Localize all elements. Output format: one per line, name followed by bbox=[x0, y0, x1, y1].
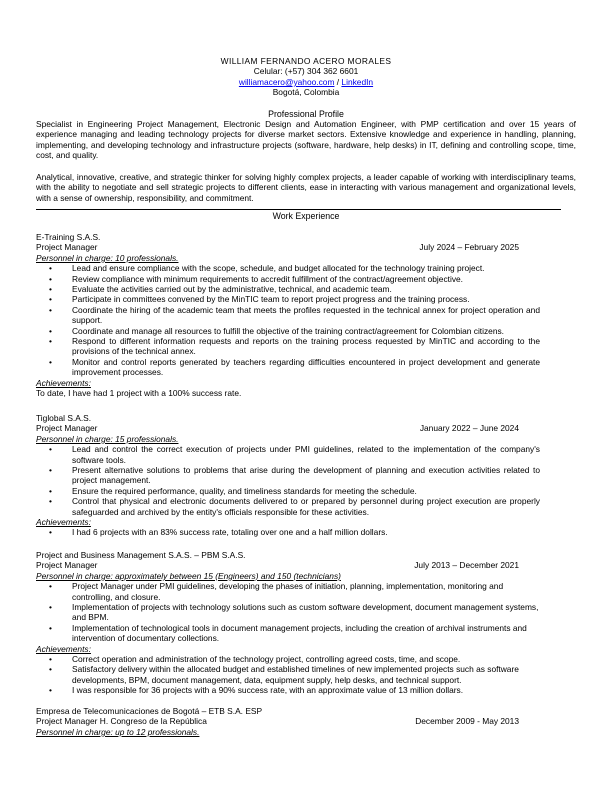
linkedin-link[interactable]: LinkedIn bbox=[341, 76, 374, 87]
job-dates: July 2024 – February 2025 bbox=[419, 242, 519, 253]
achievements-label: Achievements: bbox=[36, 517, 91, 528]
achievements-label-row bbox=[36, 378, 576, 388]
phone-number: Celular: (+57) 304 362 6601 bbox=[253, 66, 359, 77]
personnel-in-charge bbox=[36, 434, 576, 444]
duty-item: • Monitor and control reports generated by teachers regarding difficulties encountered in project development and generate improvement processes. bbox=[36, 357, 540, 378]
personnel-in-charge bbox=[36, 253, 576, 263]
achievement-item: • I was responsible for 36 projects with a 90% success rate, with an approximate value of 13 million dollars. bbox=[36, 685, 540, 695]
job-entry bbox=[36, 232, 576, 398]
personnel-in-charge bbox=[36, 727, 576, 737]
job-entry bbox=[36, 550, 576, 696]
link-separator: / bbox=[334, 76, 342, 87]
duties-list bbox=[36, 581, 576, 643]
achievements-label-row bbox=[36, 517, 576, 527]
job-title-row bbox=[36, 242, 576, 252]
duty-item: • Implementation of projects with technology solutions such as custom software development, document management systems, and BPM. bbox=[36, 602, 540, 623]
job-dates: July 2013 – December 2021 bbox=[414, 560, 519, 571]
work-experience-heading: Work Experience bbox=[272, 211, 340, 221]
duty-item: • Ensure the required performance, quality, and timeliness standards for meeting the schedule. bbox=[36, 486, 540, 496]
candidate-name: WILLIAM FERNANDO ACERO MORALES bbox=[220, 56, 392, 66]
duties-list bbox=[36, 444, 576, 517]
job-entry bbox=[36, 706, 576, 737]
company-name: Project and Business Management S.A.S. – PBM S.A.S. bbox=[36, 550, 246, 560]
achievements-label: Achievements: bbox=[36, 377, 91, 388]
profile-paragraph-2: Analytical, innovative, creative, and strategic thinker for solving highly complex projects, a leader capable of working with interdisciplinary teams, with the ability to negotiate and sell strategic projects to different clients, ease in interacting with various management and organizational levels, with a sense of ownership, responsibility, and commitment. bbox=[36, 172, 576, 203]
job-title-row bbox=[36, 560, 576, 570]
duties-list bbox=[36, 263, 576, 377]
contact-links bbox=[0, 77, 612, 87]
duty-item: • Lead and ensure compliance with the scope, schedule, and budget allocated for the technology training project. bbox=[36, 263, 540, 273]
job-title: Project Manager bbox=[36, 423, 98, 434]
resume-header bbox=[0, 56, 612, 98]
job-dates: January 2022 – June 2024 bbox=[419, 423, 519, 434]
job-dates: December 2009 - May 2013 bbox=[415, 716, 519, 727]
achievement-item: • Correct operation and administration of the technology project, controlling agreed costs, time, and scope. bbox=[36, 654, 540, 664]
company-name: Tiglobal S.A.S. bbox=[36, 413, 92, 423]
achievements-label: Achievements: bbox=[36, 643, 91, 654]
personnel-text: Personnel in charge: approximately between 15 (Engineers) and 150 (technicians) bbox=[36, 570, 341, 581]
duty-item: • Evaluate the activities carried out by the administrative, technical, and academic team. bbox=[36, 284, 540, 294]
job-title: Project Manager bbox=[36, 560, 98, 571]
company-name: Empresa de Telecomunicaciones de Bogotá – ETB S.A. ESP bbox=[36, 706, 263, 716]
duty-item: • Respond to different information requests and reports on the training process requested by MinTIC and according to the provisions of the technical annex. bbox=[36, 336, 540, 357]
personnel-text: Personnel in charge: up to 12 professionals. bbox=[36, 726, 200, 737]
company-name: E-Training S.A.S. bbox=[36, 232, 101, 242]
profile-heading: Professional Profile bbox=[268, 109, 344, 119]
achievement-item: • I had 6 projects with an 83% success rate, totaling over one and a half million dollars. bbox=[36, 527, 540, 537]
section-divider bbox=[36, 209, 561, 210]
job-title-row bbox=[36, 423, 576, 433]
duty-item: • Implementation of technological tools in document management projects, including the creation of archival instruments and intervention of documentary collections. bbox=[36, 623, 540, 644]
duty-item: • Coordinate and manage all resources to fulfill the objective of the training contract/agreement for Colombian citizens. bbox=[36, 326, 540, 336]
achievement-item: • Satisfactory delivery within the allocated budget and established timelines of new implemented projects such as software developments, BPM, document management, data, equipment supply, help desks, and technical support. bbox=[36, 664, 540, 685]
duty-item: • Coordinate the hiring of the academic team that meets the profiles requested in the technical annex for project operation and support. bbox=[36, 305, 540, 326]
achievements-list bbox=[36, 527, 576, 537]
job-title: Project Manager bbox=[36, 242, 98, 253]
duty-item: • Present alternative solutions to problems that arise during the development of planning and execution activities related to project management. bbox=[36, 465, 540, 486]
duty-item: • Lead and control the correct execution of projects under PMI guidelines, related to the implementation of the company's software tools. bbox=[36, 444, 540, 465]
duty-item: • Review compliance with minimum requirements to accredit fulfillment of the contract/agreement objective. bbox=[36, 274, 540, 284]
achievements-label-row bbox=[36, 644, 576, 654]
profile-paragraph-1: Specialist in Engineering Project Management, Electronic Design and Automation Engineer, with PMP certification and over 15 years of experience managing and leading technology projects for diverse market sectors. Extensive knowledge and experience in handling, planning, implementing, and developing technology and infrastructure projects (software, hardware, help desks) in IT, defining and controlling scope, time, cost, and quality. bbox=[36, 119, 576, 161]
duty-item: • Control that physical and electronic documents delivered to or prepared by personnel during project execution are properly safeguarded and archived by the entity's officials responsible for these activities. bbox=[36, 496, 540, 517]
job-title-row bbox=[36, 716, 576, 726]
achievements-text: To date, I have had 1 project with a 100% success rate. bbox=[36, 388, 242, 399]
job-entry bbox=[36, 413, 576, 538]
location: Bogotá, Colombia bbox=[272, 87, 340, 98]
duty-item: • Participate in committees convened by the MinTIC team to report project progress and the training process. bbox=[36, 294, 540, 304]
personnel-text: Personnel in charge: 15 professionals. bbox=[36, 433, 179, 444]
personnel-text: Personnel in charge: 10 professionals. bbox=[36, 252, 179, 263]
duty-item: • Project Manager under PMI guidelines, developing the phases of initiation, planning, implementation, monitoring and controlling, and closure. bbox=[36, 581, 540, 602]
personnel-in-charge bbox=[36, 571, 576, 581]
job-title: Project Manager H. Congreso de la República bbox=[36, 716, 207, 727]
achievements-list bbox=[36, 654, 576, 696]
email-link[interactable]: williamacero@yahoo.com bbox=[238, 76, 335, 87]
